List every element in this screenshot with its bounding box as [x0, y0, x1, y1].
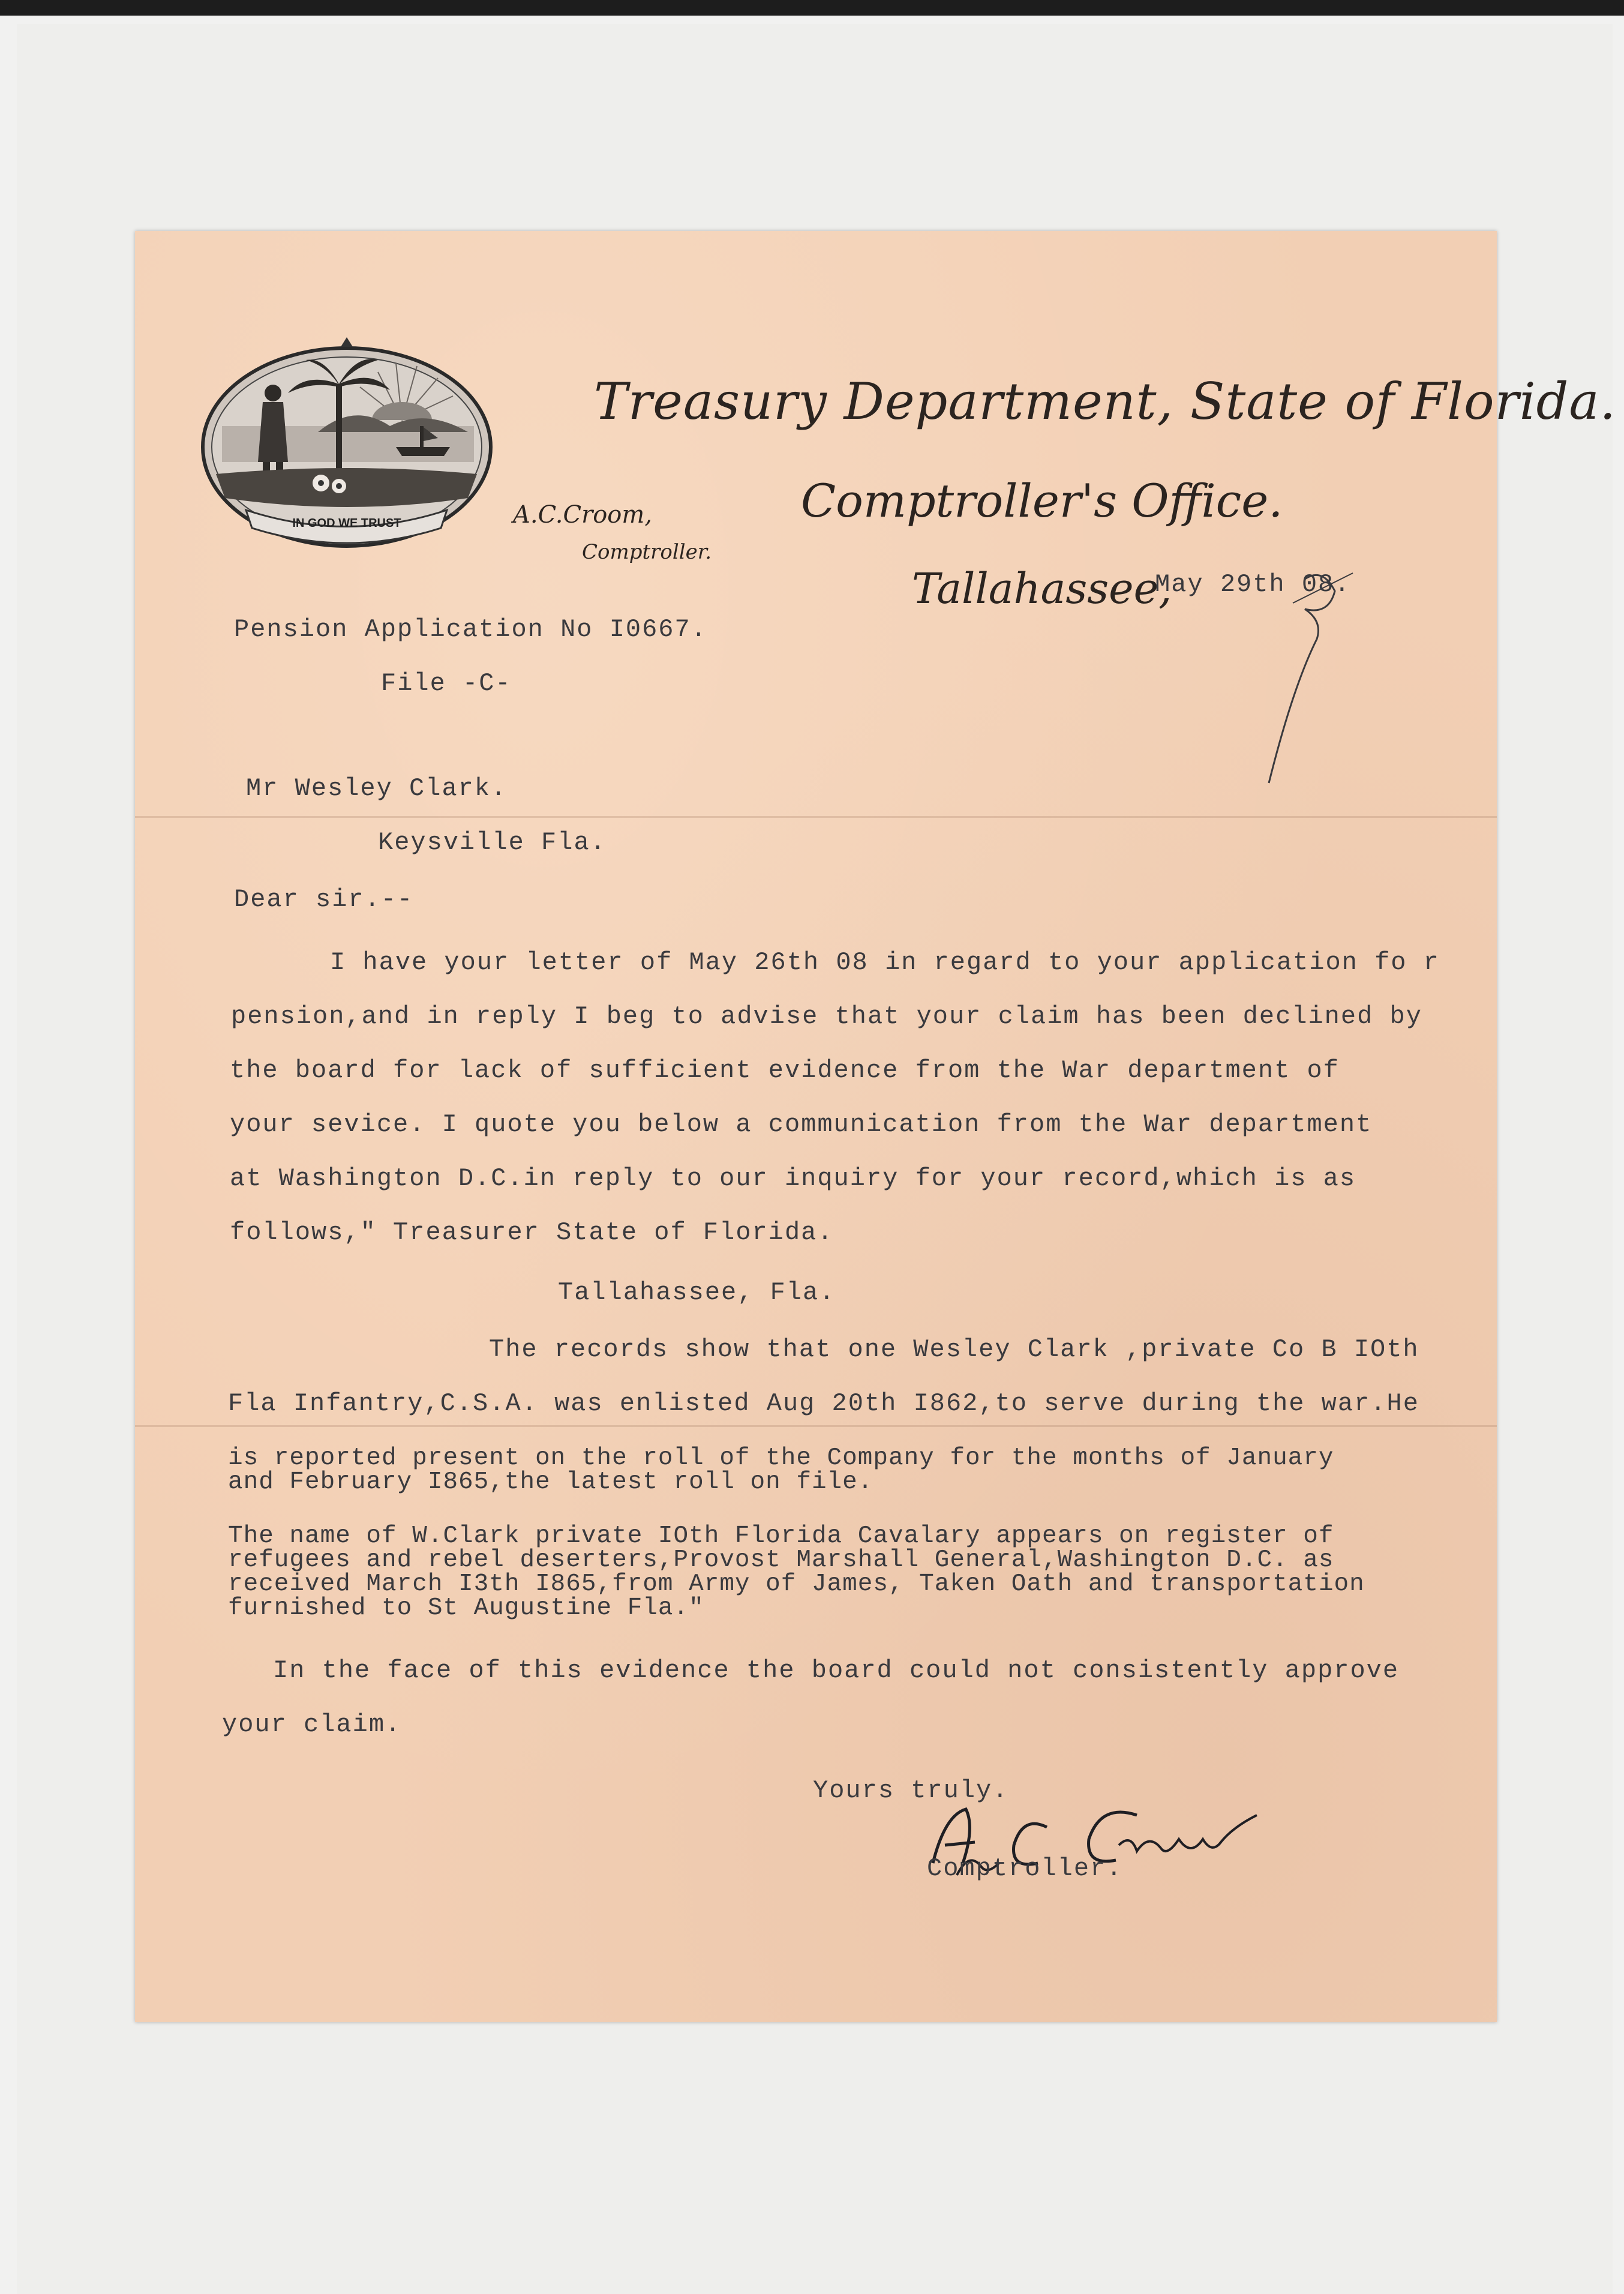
body-line: In the face of this evidence the board could not consistently approve [273, 1656, 1400, 1685]
comptroller-name: A.C.Croom, [513, 501, 653, 529]
body-line: I have your letter of May 26th 08 in regard to your application fo r [330, 948, 1440, 977]
city-heading: Tallahassee, [912, 564, 1172, 613]
scanner-top-edge [0, 0, 1624, 16]
office-heading: Comptroller's Office. [801, 474, 1283, 527]
body-line: is reported present on the roll of the Company for the months of January [228, 1444, 1334, 1472]
pension-application-number: Pension Application No I0667. [234, 615, 707, 644]
seal-motto: IN GOD WE TRUST [292, 517, 401, 530]
florida-seal-icon [198, 336, 495, 561]
letter-page [135, 231, 1617, 2022]
body-line: at Washington D.C.in reply to our inquiry for your record,which is as [230, 1164, 1356, 1193]
fold-line [135, 1425, 1497, 1427]
body-line: The records show that one Wesley Clark ,private Co B IOth [489, 1335, 1419, 1364]
addressee-place: Keysville Fla. [378, 828, 607, 857]
body-line: your claim. [222, 1710, 402, 1739]
body-line: The name of W.Clark private IOth Florida Cavalary appears on register of [228, 1522, 1334, 1550]
body-line: the board for lack of sufficient evidence from the War department of [230, 1056, 1340, 1085]
valediction: Yours truly. [813, 1776, 1009, 1805]
addressee-name: Mr Wesley Clark. [246, 774, 508, 803]
body-line: received March I3th I865,from Army of James, Taken Oath and transportation [228, 1570, 1365, 1598]
pen-mark [1233, 567, 1407, 819]
body-line: Fla Infantry,C.S.A. was enlisted Aug 20th I862,to serve during the war.He [228, 1389, 1419, 1418]
quoted-place: Tallahassee, Fla. [558, 1278, 836, 1307]
body-line: pension,and in reply I beg to advise that your claim has been declined by [231, 1002, 1422, 1031]
body-line: follows," Treasurer State of Florida. [230, 1218, 834, 1247]
body-line: your sevice. I quote you below a communication from the War department [230, 1110, 1373, 1139]
signer-title: Comptroller. [927, 1854, 1123, 1883]
comptroller-title: Comptroller. [582, 540, 712, 564]
body-line: furnished to St Augustine Fla." [228, 1594, 704, 1622]
file-reference: File -C- [381, 669, 512, 698]
letter-date: May 29th 08. [1155, 570, 1351, 599]
salutation: Dear sir.-- [234, 885, 414, 914]
body-line: and February I865,the latest roll on file. [228, 1468, 873, 1496]
department-heading: Treasury Department, State of Florida. [594, 372, 1617, 431]
body-line: refugees and rebel deserters,Provost Marshall General,Washington D.C. as [228, 1546, 1334, 1574]
